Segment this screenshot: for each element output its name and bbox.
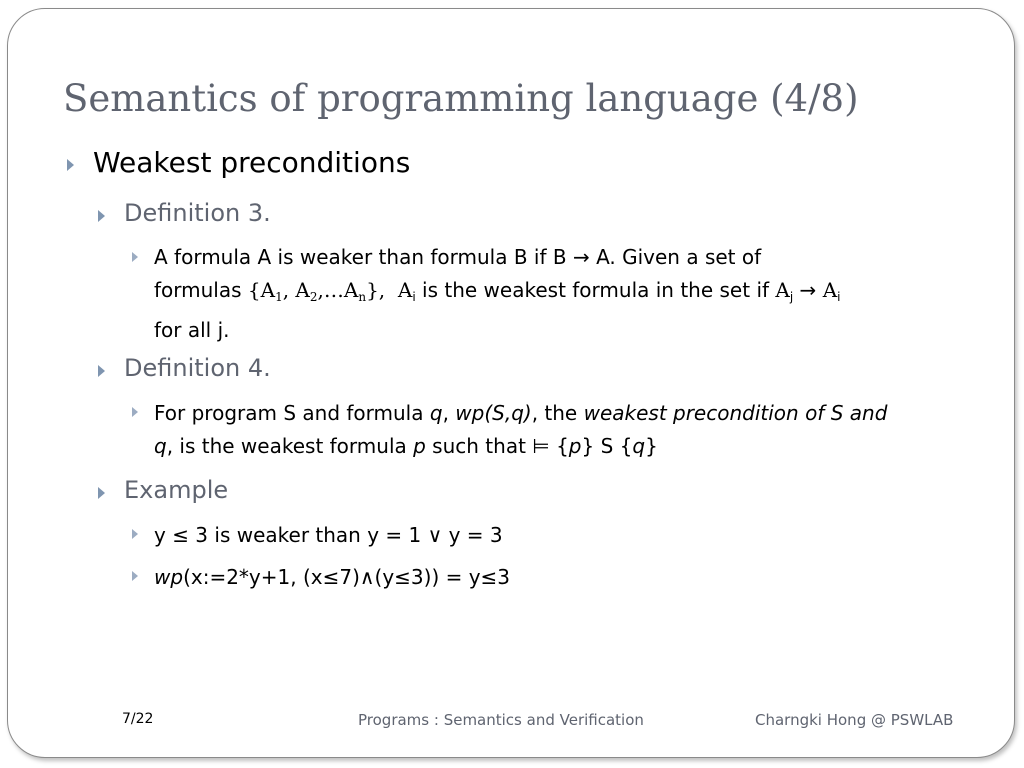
subscript: j — [789, 290, 794, 304]
bullet-arrow-icon — [98, 365, 105, 377]
definition-3-text — [154, 241, 840, 347]
definition-3-line-2 — [154, 274, 840, 314]
def4-text: such that ⊨ { — [425, 434, 569, 458]
set-part: , A — [282, 278, 310, 302]
footer-author: Charngki Hong @ PSWLAB — [755, 711, 954, 729]
wp-notation: wp(S,q) — [455, 401, 532, 425]
subscript: i — [412, 290, 416, 304]
def4-text: , — [442, 401, 456, 425]
set-part: {A — [247, 278, 276, 302]
slide-title: Semantics of programming language (4/8) — [63, 77, 859, 120]
subscript: 2 — [309, 290, 318, 304]
wp-notation: wp — [154, 565, 184, 589]
example-heading: Example — [124, 476, 229, 504]
subscript: n — [358, 290, 367, 304]
bullet-arrow-icon — [67, 159, 74, 171]
bullet-weakest-preconditions: Weakest preconditions — [93, 146, 411, 179]
var-q: q — [154, 434, 167, 458]
def4-text: } — [645, 434, 658, 458]
def3-text: formulas — [154, 278, 248, 302]
formula-set — [248, 278, 385, 302]
bullet-arrow-icon — [132, 571, 138, 581]
slide — [7, 8, 1015, 758]
subscript: 1 — [275, 290, 283, 304]
example-item-2 — [154, 561, 510, 594]
def3-text: is the weakest formula in the set if — [415, 278, 776, 302]
example-item-1: y ≤ 3 is weaker than y = 1 ∨ y = 3 — [154, 523, 503, 547]
def4-text: , is the weakest formula — [166, 434, 414, 458]
def4-emphasis: weakest precondition of S and — [583, 401, 888, 425]
formula-ai: A — [822, 278, 838, 302]
subscript: i — [837, 290, 841, 304]
def4-text: , the — [531, 401, 584, 425]
implies-arrow: → — [793, 278, 823, 302]
page-number: 7/22 — [122, 711, 154, 727]
bullet-arrow-icon — [132, 252, 138, 262]
set-part: ,…A — [317, 278, 359, 302]
bullet-arrow-icon — [98, 210, 105, 222]
def4-text: } S { — [581, 434, 633, 458]
set-part: }, — [366, 278, 386, 302]
bullet-arrow-icon — [132, 407, 138, 417]
definition-4-text — [154, 397, 887, 463]
def4-text: For program S and formula — [154, 401, 430, 425]
formula-aj: A — [775, 278, 790, 302]
var-q: q — [632, 434, 646, 458]
bullet-arrow-icon — [98, 487, 105, 499]
example-text: (x:=2*y+1, (x≤7)∧(y≤3)) = y≤3 — [183, 565, 511, 589]
definition-3-heading: Definition 3. — [124, 199, 271, 227]
definition-4-heading: Definition 4. — [124, 354, 271, 382]
var-q: q — [429, 401, 443, 425]
definition-4-line-1 — [154, 397, 887, 430]
footer-title: Programs : Semantics and Verification — [358, 711, 644, 729]
definition-4-line-2 — [154, 430, 887, 463]
definition-3-line-1: A formula A is weaker than formula B if B → A. Given a set of — [154, 245, 762, 269]
definition-3-line-3: for all j. — [154, 318, 230, 342]
var-p: p — [413, 434, 426, 458]
var-p: p — [568, 434, 582, 458]
formula-ai: A — [397, 278, 413, 302]
bullet-arrow-icon — [132, 529, 138, 539]
